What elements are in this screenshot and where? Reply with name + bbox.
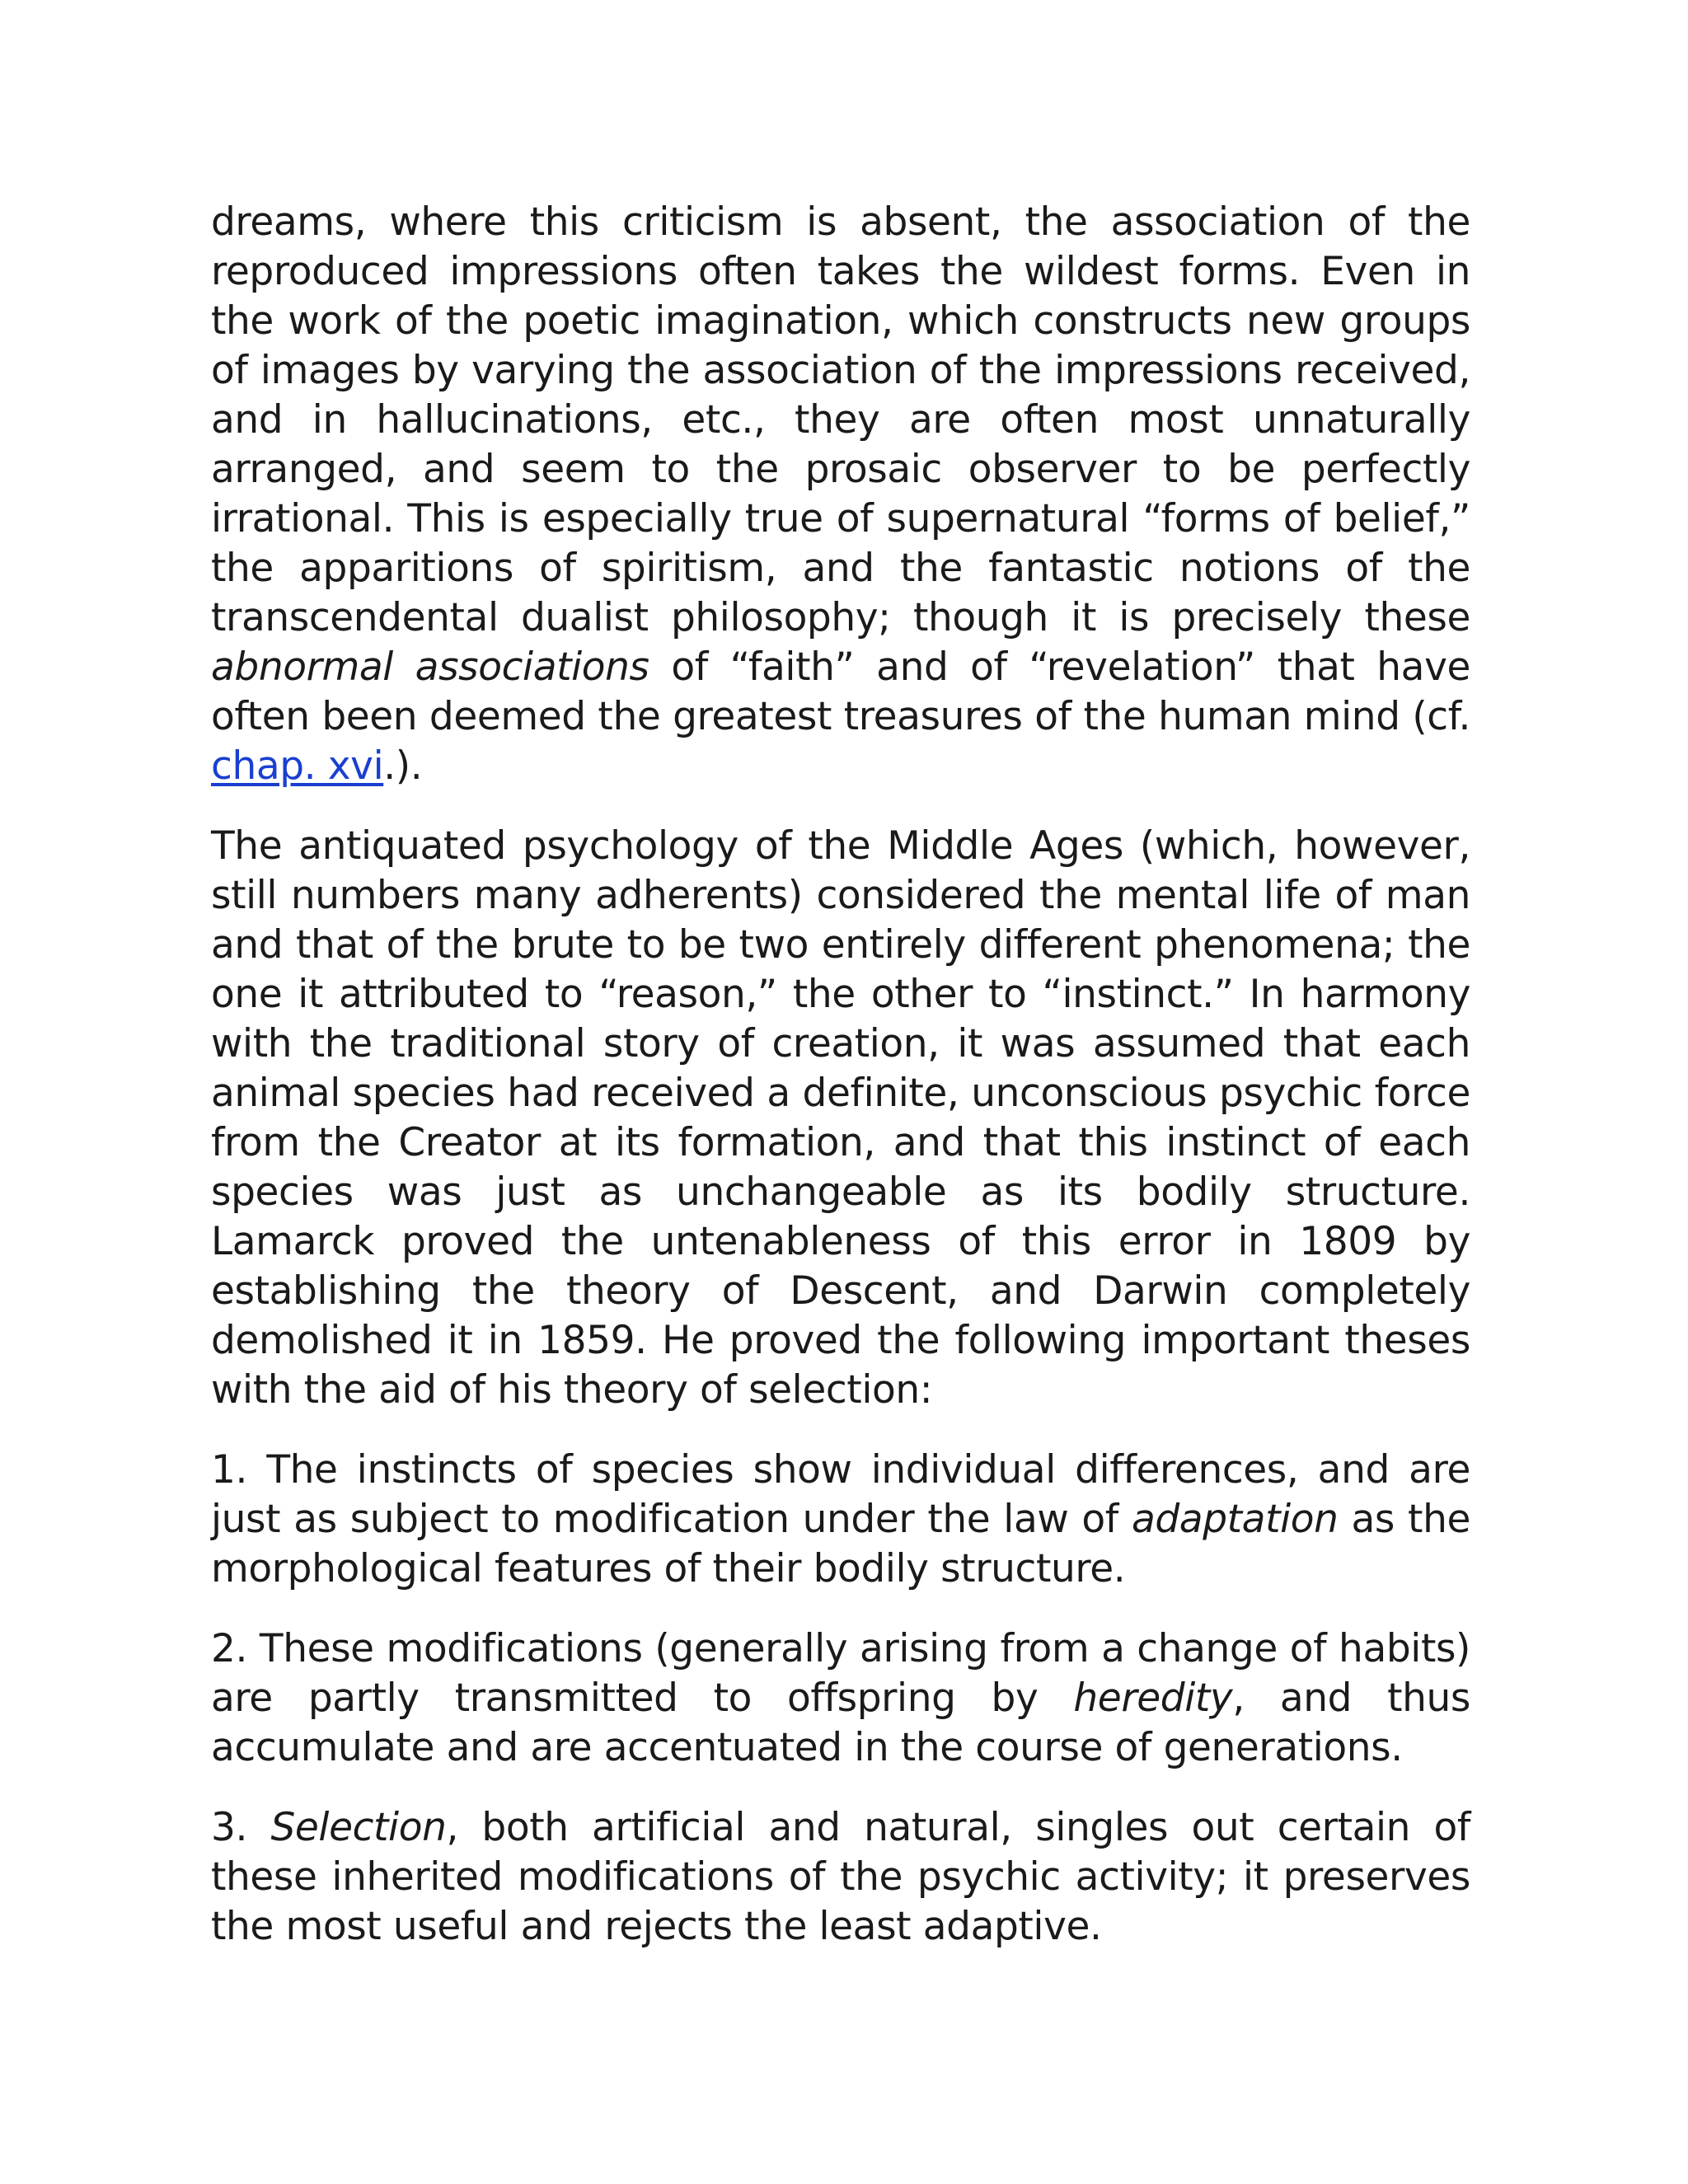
paragraph-text: dreams, where this criticism is absent, the association of the reproduced impressions often takes the wildest forms. Even in the work of the poetic imagination, which constructs new groups of images by varying the association of the impressions received, and in hallucinations, etc., they are often most unnaturally arranged, and seem to the prosaic observer to be perfectly irrational. This is especially true of supernatural “forms of belief,” the apparitions of spiritism, and the fantastic notions of the transcendental dualist philosophy; though it is precisely these xyxy=(211,199,1470,640)
paragraph-text: 3. xyxy=(211,1805,271,1850)
paragraph-text: The antiquated psychology of the Middle Ages (which, however, still numbers many adherents) considered the mental life of man and that of the brute to be two entirely different phenomena; the one it attributed to “reason,” the other to “instinct.” In harmony with the traditional story of creation, it was assumed that each animal species had received a definite, unconscious psychic force from the Creator at its formation, and that this instinct of each species was just as unchangeable as its bodily structure. Lamarck proved the untenableness of this error in 1809 by establishing the theory of Descent, and Darwin completely demolished it in 1859. He proved the following important theses with the aid of his theory of selection: xyxy=(211,823,1470,1413)
chapter-link[interactable]: chap. xvi xyxy=(211,743,384,789)
emphasis-text: abnormal associations xyxy=(211,644,649,690)
paragraph-dreams xyxy=(211,198,1470,791)
emphasis-text: Selection xyxy=(270,1805,447,1850)
document-page xyxy=(211,198,1470,1982)
paragraph-text: 2. These modifications (generally arising from a change of habits) are partly transmitted to offspring by xyxy=(211,1626,1470,1721)
paragraph-text: .). xyxy=(383,743,423,789)
thesis-item-1 xyxy=(211,1446,1470,1594)
thesis-item-3 xyxy=(211,1803,1470,1952)
paragraph-text: as the morphological features of their bodily structure. xyxy=(211,1497,1470,1591)
paragraph-psychology xyxy=(211,822,1470,1415)
emphasis-text: heredity xyxy=(1073,1675,1233,1721)
paragraph-text: , both artificial and natural, singles out certain of these inherited modifications of the psychic activity; it preserves the most useful and rejects the least adaptive. xyxy=(211,1805,1470,1949)
paragraph-text: of “faith” and of “revelation” that have often been deemed the greatest treasures of the human mind (cf. xyxy=(211,644,1470,739)
emphasis-text: adaptation xyxy=(1131,1497,1339,1542)
paragraph-text: 1. The instincts of species show individual differences, and are just as subject to modification under the law of xyxy=(211,1447,1470,1542)
paragraph-text: , and thus accumulate and are accentuated in the course of generations. xyxy=(211,1675,1470,1770)
thesis-item-2 xyxy=(211,1624,1470,1773)
